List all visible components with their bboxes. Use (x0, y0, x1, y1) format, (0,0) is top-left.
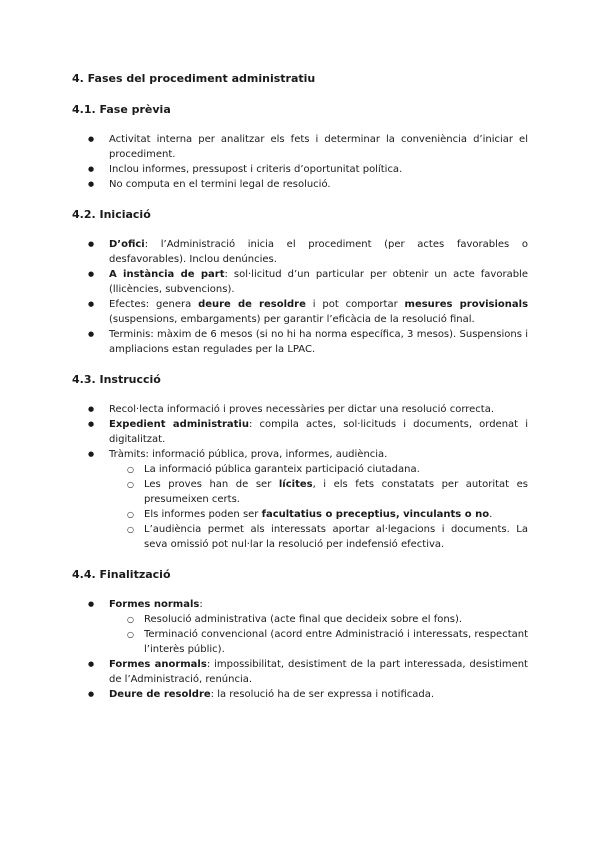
sub-list-item: ○ L’audiència permet als interessats aportar al·legacions i documents. La seva omissió pot nul·lar la resolució per indefensió efectiva. (72, 522, 528, 552)
bold-term: A instància de part (109, 269, 225, 280)
list-item: ● No computa en el termini legal de resolució. (72, 177, 528, 192)
sub-list (109, 612, 528, 657)
list-item: ● Expedient administratiu: compila actes, sol·licituds i documents, ordenat i digitalitzat. (72, 417, 528, 447)
section-heading-4-3: 4.3. Instrucció (72, 373, 161, 386)
bold-term: deure de resoldre (198, 299, 306, 310)
bold-term: mesures provisionals (404, 299, 529, 310)
bold-term: Deure de resoldre (109, 689, 211, 700)
sub-list-item: ○ La informació pública garanteix participació ciutadana. (72, 462, 528, 477)
section-heading-4-1: 4.1. Fase prèvia (72, 103, 171, 116)
sub-list-item: ○ Els informes poden ser facultatius o preceptius, vinculants o no. (72, 507, 528, 522)
bold-term: facultatius o preceptius, vinculants o no (261, 509, 490, 520)
list-item: ● D’ofici: l’Administració inicia el procediment (per actes favorables o desfavorables). Inclou denúncies. (72, 237, 528, 267)
list-item: ● Activitat interna per analitzar els fets i determinar la conveniència d’iniciar el procediment. (72, 132, 528, 162)
bold-term: Expedient administratiu (109, 419, 249, 430)
bold-term: D’ofici (109, 239, 145, 250)
section-4-4-list (72, 597, 528, 702)
document-title: 4. Fases del procediment administratiu (72, 72, 316, 85)
bold-term: Formes anormals (109, 659, 207, 670)
sub-list-item: ○ Les proves han de ser lícites, i els fets constatats per autoritat es presumeixen certs. (72, 477, 528, 507)
list-item: ● A instància de part: sol·licitud d’un particular per obtenir un acte favorable (llicències, subvencions). (72, 267, 528, 297)
list-item: ● Tràmits: informació pública, prova, informes, audiència. ○ La informació pública garanteix participació ciutadana. ○ Les proves han de ser lícites, i els fets constatats per autoritat es presumeixen certs. ○ Els informes poden ser facultatius o preceptius, vinculants o no. ○ L’audiència permet als interessats aportar al·legacions i documents. La seva omissió pot nul·lar la resolució per indefensió efectiva. (72, 447, 528, 552)
bold-term: lícites (278, 479, 313, 490)
list-item: ● Efectes: genera deure de resoldre i pot comportar mesures provisionals (suspensions, embargaments) per garantir l’eficàcia de la resolució final. (72, 297, 528, 327)
sub-list-item: ○ Resolució administrativa (acte final que decideix sobre el fons). (72, 612, 528, 627)
section-4-3-list (72, 402, 528, 552)
list-item: ● Terminis: màxim de 6 mesos (si no hi ha norma específica, 3 mesos). Suspensions i ampliacions estan regulades per la LPAC. (72, 327, 528, 357)
list-item: ● Deure de resoldre: la resolució ha de ser expressa i notificada. (72, 687, 528, 702)
list-item: ● Recol·lecta informació i proves necessàries per dictar una resolució correcta. (72, 402, 528, 417)
sub-list-item: ○ Terminació convencional (acord entre Administració i interessats, respectant l’interès públic). (72, 627, 528, 657)
bold-term: Formes normals (109, 599, 200, 610)
sub-list (109, 462, 528, 552)
section-heading-4-2: 4.2. Iniciació (72, 208, 151, 221)
section-4-2-list (72, 237, 528, 357)
section-heading-4-4: 4.4. Finalització (72, 568, 171, 581)
section-4-1-list (72, 132, 528, 192)
list-item: ● Formes normals: ○ Resolució administrativa (acte final que decideix sobre el fons). ○ Terminació convencional (acord entre Administració i interessats, respectant l’interès públic). (72, 597, 528, 657)
list-item: ● Inclou informes, pressupost i criteris d’oportunitat política. (72, 162, 528, 177)
list-item: ● Formes anormals: impossibilitat, desistiment de la part interessada, desistiment de l’Administració, renúncia. (72, 657, 528, 687)
